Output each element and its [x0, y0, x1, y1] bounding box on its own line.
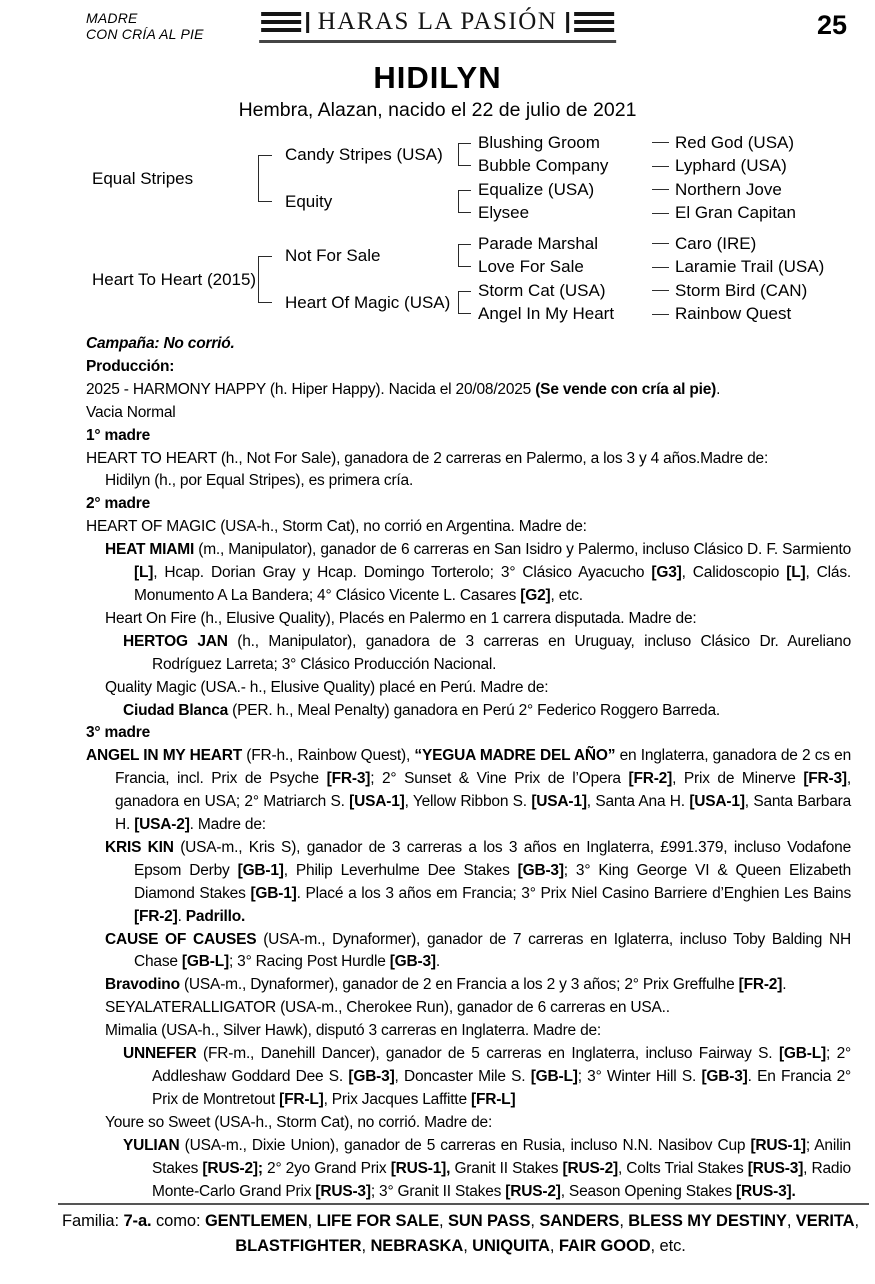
catalog-paragraph	[86, 677, 851, 700]
pedigree-gggrandsire-name	[675, 281, 807, 301]
pedigree-dam-branch	[90, 232, 875, 326]
pedigree-bracket	[258, 256, 272, 303]
text-run: ,	[361, 1236, 371, 1255]
pedigree-greatgrandparent-name	[471, 156, 652, 176]
pedigree-rows	[471, 232, 824, 279]
text-run: , Santa Barbara H.	[115, 793, 851, 834]
brand-bars-left-icon	[261, 12, 309, 33]
bold-text-run: [GB-3]	[701, 1068, 748, 1085]
bold-text-run: [USA-1]	[349, 793, 405, 811]
pedigree-rows	[471, 131, 794, 178]
bold-text-run: [RUS-3]	[315, 1182, 371, 1200]
catalog-paragraph	[86, 1112, 851, 1135]
bold-text-run: Bravodino	[105, 976, 180, 994]
bold-text-run: [FR-3]	[803, 770, 847, 788]
text-run: ,	[439, 1212, 449, 1231]
text-run: ; 3° Racing Post Hurdle	[228, 953, 390, 971]
pedigree-bracket	[458, 143, 471, 167]
text-run: , ganadora en USA; 2° Matriarch S.	[115, 770, 851, 811]
bold-text-run: [RUS-1],	[390, 1159, 451, 1177]
catalog-paragraph	[86, 1043, 851, 1112]
triple-bars-icon	[261, 12, 301, 33]
catalog-paragraph	[86, 929, 851, 975]
catalog-paragraph	[86, 448, 851, 471]
bold-text-run: [RUS-1]	[750, 1136, 806, 1154]
catalog-paragraph	[86, 974, 851, 997]
text-run: Laramie Trail (USA)	[675, 257, 825, 277]
text-run: (FR-m., Danehill Dancer), ganador de 5 carreras en Inglaterra, incluso Fairway S.	[196, 1045, 779, 1063]
catalog-paragraph	[86, 516, 851, 539]
bold-text-run: HEAT MIAMI	[105, 541, 195, 559]
text-run: , Clás. Monumento A La Bandera; 4° Clásico Vicente L. Casares	[134, 564, 851, 604]
text-run: Quality Magic (USA.- h., Elusive Quality) placé en Perú. Madre de:	[105, 678, 549, 696]
pedigree-quarter	[272, 131, 796, 178]
sale-category-line1: MADRE	[86, 10, 138, 26]
text-run: ; 3° Winter Hill S.	[577, 1068, 702, 1085]
horse-description: Hembra, Alazan, nacido el 22 de julio de 2021	[238, 99, 637, 121]
bold-text-run: 7-a.	[123, 1212, 152, 1231]
bold-text-run: [FR-2]	[738, 976, 783, 994]
bold-text-run: [GB-3]	[389, 953, 436, 971]
text-run: Candy Stripes (USA)	[285, 145, 443, 164]
pedigree-quarters	[272, 131, 796, 225]
text-run: en Inglaterra, ganadora de 2 cs en Francia, incl. Prix de Psyche	[115, 747, 852, 788]
catalog-paragraph	[86, 402, 851, 425]
text-run: ,	[549, 1236, 559, 1255]
text-run: .	[716, 380, 721, 398]
pedigree-quarters	[272, 232, 824, 326]
triple-bars-icon	[574, 12, 614, 33]
text-run: .	[782, 976, 787, 994]
text-run: , Santa Ana H.	[586, 793, 690, 811]
text-run: Parade Marshal	[478, 233, 599, 253]
text-run: ,	[854, 1212, 859, 1231]
page-header	[0, 0, 875, 54]
text-run: SEYALATERALLIGATOR (USA-m., Cherokee Run), ganador de 6 carreras en USA..	[105, 999, 670, 1017]
catalog-paragraph	[86, 608, 851, 631]
text-run: . Placé a los 3 años em Francia; 3° Prix Niel Casino Barriere d’Enghien Les Bains	[296, 884, 852, 902]
text-run: (FR-h., Rainbow Quest),	[241, 747, 415, 765]
bold-text-run: BLESS MY DESTINY	[628, 1212, 787, 1231]
pedigree-gggrandsire-name	[675, 304, 791, 324]
text-run: (m., Manipulator), ganador de 6 carreras en San Isidro y Palermo, incluso Clásico D. F. Sarmiento	[194, 541, 851, 559]
bold-text-run: [RUS-3]	[747, 1159, 804, 1177]
pedigree-row	[471, 279, 807, 303]
bold-text-run: 3° madre	[86, 724, 151, 742]
pedigree-table	[90, 131, 875, 326]
bold-text-run: [L]	[134, 564, 154, 582]
bold-text-run: [GB-3]	[517, 861, 564, 879]
catalog-paragraph	[86, 379, 851, 402]
bold-text-run: [RUS-2]	[505, 1182, 561, 1200]
text-run: (USA-m., Dynaformer), ganador de 7 carreras en Iglaterra, incluso Toby Balding NH Chase	[134, 930, 851, 971]
bold-text-run: HERTOG JAN	[123, 632, 228, 650]
text-run: (USA-m., Kris S), ganador de 3 carreras a los 3 años en Inglaterra, £991.379, incluso Vodafone Epsom Derby	[134, 838, 852, 879]
text-run: (PER. h., Meal Penalty) ganadora en Perú 2° Federico Roggero Barreda.	[228, 701, 720, 719]
pedigree-grandparent-name	[272, 178, 458, 225]
catalog-paragraph	[86, 1135, 851, 1204]
pedigree-greatgrandparent-name	[471, 180, 652, 200]
pedigree-dash-icon	[652, 142, 669, 143]
bold-text-run: CAUSE OF CAUSES	[105, 930, 257, 948]
pedigree-greatgrandparent-name	[471, 234, 652, 254]
text-run: . Madre de:	[189, 816, 266, 834]
pedigree-row	[471, 131, 794, 155]
sale-category-label	[86, 11, 204, 42]
pedigree-grandparent-name	[272, 232, 458, 279]
text-run: Angel In My Heart	[478, 304, 615, 324]
catalog-paragraph	[86, 425, 851, 448]
catalog-paragraph	[86, 539, 851, 608]
family-footer	[0, 1203, 875, 1284]
pedigree-quarter	[272, 279, 824, 326]
text-run: Storm Cat (USA)	[478, 280, 606, 300]
text-run: ; 3° Granit II Stakes	[370, 1182, 506, 1200]
catalog-paragraph	[86, 997, 851, 1020]
brand-bars-right-icon	[566, 12, 614, 33]
pedigree-gggrandsire-name	[675, 133, 794, 153]
bold-text-run: [FR-3]	[326, 770, 371, 788]
pedigree-bracket	[258, 155, 272, 202]
bold-text-run: [GB-L]	[530, 1068, 578, 1085]
text-run: El Gran Capitan	[675, 203, 796, 223]
text-run: Rainbow Quest	[675, 304, 792, 324]
bold-text-run: [RUS-3].	[736, 1182, 796, 1200]
text-run: , etc.	[550, 586, 583, 604]
bold-text-run: Producción:	[86, 357, 175, 375]
pedigree-greatgrandparent-name	[471, 304, 652, 324]
bold-text-run: UNIQUITA	[472, 1236, 550, 1255]
pedigree-bracket	[458, 190, 471, 214]
bold-text-run: [G2]	[520, 586, 551, 604]
pedigree-bracket	[458, 244, 471, 268]
pedigree-dash-icon	[652, 314, 669, 315]
bold-text-run: [FR-L]	[279, 1090, 324, 1108]
text-run: Blushing Groom	[478, 132, 600, 152]
bold-text-run: [RUS-2];	[202, 1159, 263, 1177]
pedigree-row	[471, 155, 794, 179]
text-run: Equalize (USA)	[478, 179, 595, 199]
text-run: Red God (USA)	[675, 132, 795, 152]
text-run: , etc.	[650, 1236, 686, 1255]
text-run: ; Anilin Stakes	[152, 1136, 851, 1177]
text-run: HEART OF MAGIC (USA-h., Storm Cat), no corrió en Argentina. Madre de:	[86, 518, 587, 536]
catalog-paragraph	[86, 493, 851, 516]
bold-text-run: (Se vende con cría al pie)	[535, 380, 717, 398]
brand-name: HARAS LA PASIÓN	[317, 8, 558, 35]
bold-text-run: [USA-1]	[689, 793, 745, 811]
bold-text-run: [FR-2]	[134, 907, 178, 925]
text-run: , Doncaster Mile S.	[394, 1068, 531, 1085]
catalog-paragraph	[86, 837, 851, 929]
pedigree-quarter	[272, 232, 824, 279]
pedigree-dash-icon	[652, 243, 669, 244]
pedigree-row	[471, 202, 796, 226]
text-run: , Hcap. Dorian Gray y Hcap. Domingo Torterolo; 3° Clásico Ayacucho	[153, 564, 652, 582]
pedigree-dash-icon	[652, 290, 669, 291]
bold-text-run: [L]	[786, 564, 806, 582]
text-run: .	[177, 907, 186, 925]
catalog-paragraph	[86, 333, 851, 356]
text-run: ; 2° Addleshaw Goddard Dee S.	[152, 1045, 851, 1085]
text-run: (h., Manipulator), ganadora de 3 carreras en Uruguay, incluso Clásico Dr. Aureliano Rodríguez Larreta; 3° Clásico Producción Nacional.	[152, 632, 852, 673]
bold-text-run: KRIS KIN	[105, 838, 174, 856]
bold-text-run: SUN PASS	[448, 1212, 531, 1231]
pedigree-dash-icon	[652, 213, 669, 214]
bold-text-run: VERITA	[795, 1212, 855, 1231]
text-run: Not For Sale	[285, 246, 381, 265]
text-run: ,	[786, 1212, 796, 1231]
text-run: , Prix de Minerve	[672, 770, 804, 788]
catalog-paragraph	[86, 722, 851, 745]
text-run: Hidilyn (h., por Equal Stripes), es primera cría.	[105, 472, 414, 490]
bold-text-run: BLASTFIGHTER	[235, 1236, 362, 1255]
bold-text-run: GENTLEMEN	[204, 1212, 308, 1231]
catalog-paragraph	[86, 631, 851, 677]
text-run: ,	[530, 1212, 540, 1231]
pedigree-gggrandsire-name	[675, 203, 796, 223]
text-run: Heart Of Magic (USA)	[285, 293, 451, 312]
pedigree-row	[471, 178, 796, 202]
bold-text-run: [FR-L]	[471, 1090, 516, 1108]
pedigree-row	[471, 303, 807, 327]
pedigree-greatgrandparent-name	[471, 203, 652, 223]
bold-text-run: ANGEL IN MY HEART	[86, 747, 242, 765]
text-run: Northern Jove	[675, 179, 782, 199]
catalog-paragraph	[86, 356, 851, 379]
sale-category-line2: CON CRÍA AL PIE	[86, 25, 204, 42]
text-run: Elysee	[478, 203, 530, 223]
vertical-bar-icon	[306, 12, 309, 33]
text-run: Granit II Stakes	[450, 1159, 563, 1177]
brand-logo	[259, 9, 617, 43]
pedigree-gggrandsire-name	[675, 156, 787, 176]
text-run: , Prix Jacques Laffitte	[323, 1090, 471, 1108]
bold-text-run: “YEGUA MADRE DEL AÑO”	[414, 747, 616, 765]
catalog-paragraph	[86, 700, 851, 723]
bold-text-run: [GB-1]	[237, 861, 284, 879]
text-run: , Season Opening Stakes	[560, 1182, 737, 1200]
text-run: , Philip Leverhulme Dee Stakes	[283, 861, 518, 879]
text-run: como:	[151, 1212, 205, 1231]
pedigree-parent-name	[90, 131, 258, 225]
text-run: Equal Stripes	[92, 168, 194, 188]
bold-text-run: UNNEFER	[123, 1045, 197, 1063]
pedigree-dash-icon	[652, 189, 669, 190]
produce-text	[86, 333, 851, 1203]
text-run: Bubble Company	[478, 156, 609, 176]
pedigree-dash-icon	[652, 267, 669, 268]
text-run: Vacia Normal	[86, 403, 176, 421]
bold-text-run: Ciudad Blanca	[123, 701, 229, 719]
pedigree-greatgrandparent-name	[471, 281, 652, 301]
bold-text-run: [USA-1]	[531, 793, 587, 811]
text-run: HEART TO HEART (h., Not For Sale), ganadora de 2 carreras en Palermo, a los 3 y 4 años.Madre de:	[86, 449, 769, 467]
text-run: Caro (IRE)	[675, 233, 757, 253]
text-run: ; 2° Sunset & Vine Prix de l’Opera	[370, 770, 629, 788]
text-run: , Calidoscopio	[681, 564, 787, 582]
bold-text-run: [GB-L]	[778, 1045, 826, 1063]
bold-text-run: Padrillo.	[185, 907, 246, 925]
pedigree-bracket	[458, 291, 471, 315]
text-run: Equity	[285, 192, 333, 211]
text-run: 2° 2yo Grand Prix	[262, 1159, 391, 1177]
bold-text-run: 1° madre	[86, 426, 151, 444]
text-run: Heart On Fire (h., Elusive Quality), Placés en Palermo en 1 carrera disputada. Madre de:	[105, 609, 697, 627]
text-run: .	[435, 953, 440, 971]
bold-text-run: FAIR GOOD	[558, 1236, 651, 1255]
catalog-paragraph	[86, 1020, 851, 1043]
bold-text-run: YULIAN	[123, 1136, 180, 1154]
pedigree-gggrandsire-name	[675, 180, 782, 200]
bold-text-run: [GB-1]	[250, 884, 297, 902]
text-run: ,	[619, 1212, 629, 1231]
bold-text-run: [GB-L]	[181, 953, 229, 971]
family-divider	[58, 1203, 869, 1205]
catalog-paragraph	[86, 745, 851, 837]
family-line	[60, 1209, 861, 1258]
catalog-paragraph	[86, 470, 851, 493]
text-run: Storm Bird (CAN)	[675, 280, 808, 300]
text-run: Mimalia (USA-h., Silver Hawk), disputó 3 carreras en Inglaterra. Madre de:	[105, 1022, 602, 1040]
text-run: Familia:	[62, 1212, 124, 1231]
pedigree-quarter	[272, 178, 796, 225]
bold-text-run: [RUS-2]	[562, 1159, 618, 1177]
text-run: ,	[307, 1212, 317, 1231]
text-run: (USA-m., Dynaformer), ganador de 2 en Francia a los 2 y 3 años; 2° Prix Greffulhe	[179, 976, 739, 994]
text-run: Heart To Heart (2015)	[92, 269, 257, 289]
pedigree-row	[471, 256, 824, 280]
bold-text-run: 2° madre	[86, 495, 151, 513]
bold-text-run: NEBRASKA	[370, 1236, 464, 1255]
pedigree-rows	[471, 279, 807, 326]
pedigree-gggrandsire-name	[675, 234, 756, 254]
bold-text-run: LIFE FOR SALE	[316, 1212, 440, 1231]
bold-text-run: [G3]	[651, 564, 682, 582]
pedigree-row	[471, 232, 824, 256]
bold-text-run: Campaña: No corrió.	[86, 335, 235, 352]
text-run: Love For Sale	[478, 257, 584, 277]
pedigree-greatgrandparent-name	[471, 257, 652, 277]
bold-text-run: [FR-2]	[628, 770, 673, 788]
text-run: ; 3° King George VI & Queen Elizabeth Diamond Stakes	[134, 861, 851, 902]
text-run: , Radio Monte-Carlo Grand Prix	[152, 1159, 851, 1200]
bold-text-run: [GB-3]	[348, 1068, 395, 1085]
pedigree-parent-name	[90, 232, 258, 326]
text-run: 2025 - HARMONY HAPPY (h. Hiper Happy). Nacida el 20/08/2025	[86, 380, 536, 398]
text-run: , Colts Trial Stakes	[617, 1159, 748, 1177]
horse-name-title: HIDILYN	[373, 60, 502, 95]
bold-text-run: SANDERS	[539, 1212, 620, 1231]
pedigree-gggrandsire-name	[675, 257, 824, 277]
pedigree-sire-branch	[90, 131, 875, 225]
pedigree-rows	[471, 178, 796, 225]
text-run: (USA-m., Dixie Union), ganador de 5 carreras en Rusia, incluso N.N. Nasibov Cup	[179, 1136, 751, 1154]
vertical-bar-icon	[566, 12, 569, 33]
text-run: , Yellow Ribbon S.	[404, 793, 532, 811]
page-number: 25	[816, 10, 847, 40]
text-run: Youre so Sweet (USA-h., Storm Cat), no corrió. Madre de:	[105, 1113, 493, 1131]
pedigree-grandparent-name	[272, 131, 458, 178]
pedigree-grandparent-name	[272, 279, 458, 326]
bold-text-run: [USA-2]	[134, 816, 190, 834]
pedigree-dash-icon	[652, 166, 669, 167]
text-run: ,	[463, 1236, 473, 1255]
text-run: . En Francia 2° Prix de Montretout	[152, 1068, 851, 1108]
pedigree-greatgrandparent-name	[471, 133, 652, 153]
text-run: Lyphard (USA)	[675, 156, 787, 176]
